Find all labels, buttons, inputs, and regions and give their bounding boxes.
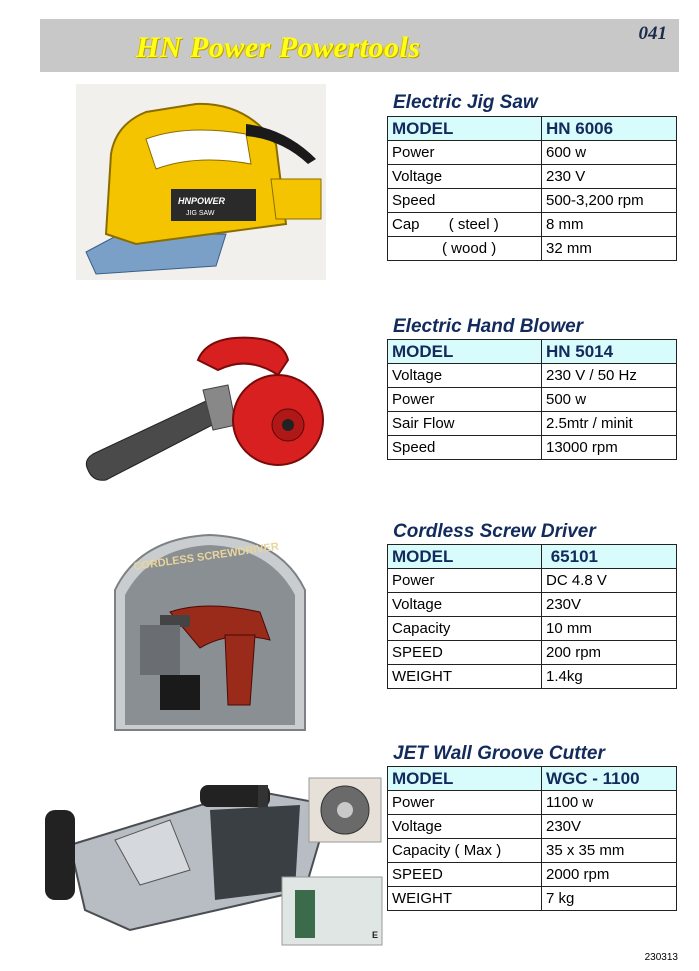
table-row [388,412,677,436]
table-row [388,237,677,261]
spec-value: 13000 rpm [542,436,677,460]
spec-label: ( wood ) [388,237,542,261]
package-label: CORDLESS SCREWDRIVER [132,540,280,573]
table-row [388,364,677,388]
spec-label: Voltage [388,165,542,189]
spec-value: 35 x 35 mm [542,839,677,863]
model-row [388,117,677,141]
model-label: MODEL [388,340,542,364]
svg-text:JIG SAW: JIG SAW [186,210,215,217]
spec-table [387,116,677,261]
table-row [388,887,677,911]
model-value: WGC - 1100 [542,767,677,791]
product-title: JET Wall Groove Cutter [393,743,605,764]
spec-value: 7 kg [542,887,677,911]
groove-cutter-icon [40,760,385,950]
model-label: MODEL [388,767,542,791]
model-row [388,340,677,364]
table-row [388,617,677,641]
spec-table [387,766,677,911]
table-row [388,213,677,237]
spec-label: Cap ( steel ) [388,213,542,237]
spec-value: 500-3,200 rpm [542,189,677,213]
spec-label: Power [388,569,542,593]
hand-blower-icon [78,330,328,490]
spec-value: 600 w [542,141,677,165]
spec-value: 230 V / 50 Hz [542,364,677,388]
model-value: 65101 [542,545,677,569]
svg-text:E: E [372,930,379,940]
spec-value: 2.5mtr / minit [542,412,677,436]
product-title: Electric Jig Saw [393,92,538,113]
spec-value: 32 mm [542,237,677,261]
spec-value: DC 4.8 V [542,569,677,593]
spec-table [387,544,677,689]
spec-label: Sair Flow [388,412,542,436]
spec-label: Power [388,141,542,165]
jig-saw-icon [76,84,326,280]
table-row [388,791,677,815]
footer-code: 230313 [644,952,678,963]
spec-value: 8 mm [542,213,677,237]
product-title: Cordless Screw Driver [393,521,596,542]
page-number: 041 [638,23,667,44]
model-label: MODEL [388,117,542,141]
model-row [388,545,677,569]
table-row [388,189,677,213]
product-title: Electric Hand Blower [393,316,584,337]
spec-label: Power [388,791,542,815]
table-row [388,593,677,617]
table-row [388,641,677,665]
spec-label: Power [388,388,542,412]
spec-value: 1.4kg [542,665,677,689]
spec-value: 230 V [542,165,677,189]
spec-label: Voltage [388,593,542,617]
spec-value: 2000 rpm [542,863,677,887]
spec-value: 10 mm [542,617,677,641]
model-label: MODEL [388,545,542,569]
model-value: HN 5014 [542,340,677,364]
table-row [388,569,677,593]
spec-table [387,339,677,460]
table-row [388,388,677,412]
spec-value: 230V [542,593,677,617]
spec-label: Voltage [388,815,542,839]
spec-label: WEIGHT [388,665,542,689]
spec-label: Voltage [388,364,542,388]
brand-title: HN Power Powertools [136,31,421,64]
spec-label: SPEED [388,641,542,665]
table-row [388,863,677,887]
spec-label: Capacity ( Max ) [388,839,542,863]
table-row [388,141,677,165]
spec-label: Speed [388,436,542,460]
svg-text:HNPOWER: HNPOWER [178,196,225,206]
spec-value: 500 w [542,388,677,412]
table-row [388,839,677,863]
spec-label: WEIGHT [388,887,542,911]
spec-value: 230V [542,815,677,839]
model-value: HN 6006 [542,117,677,141]
table-row [388,165,677,189]
header-banner [40,19,679,72]
spec-value: 200 rpm [542,641,677,665]
spec-label: Capacity [388,617,542,641]
spec-label: Speed [388,189,542,213]
model-row [388,767,677,791]
table-row [388,665,677,689]
screwdriver-icon [110,530,310,735]
spec-value: 1100 w [542,791,677,815]
spec-label: SPEED [388,863,542,887]
table-row [388,815,677,839]
table-row [388,436,677,460]
